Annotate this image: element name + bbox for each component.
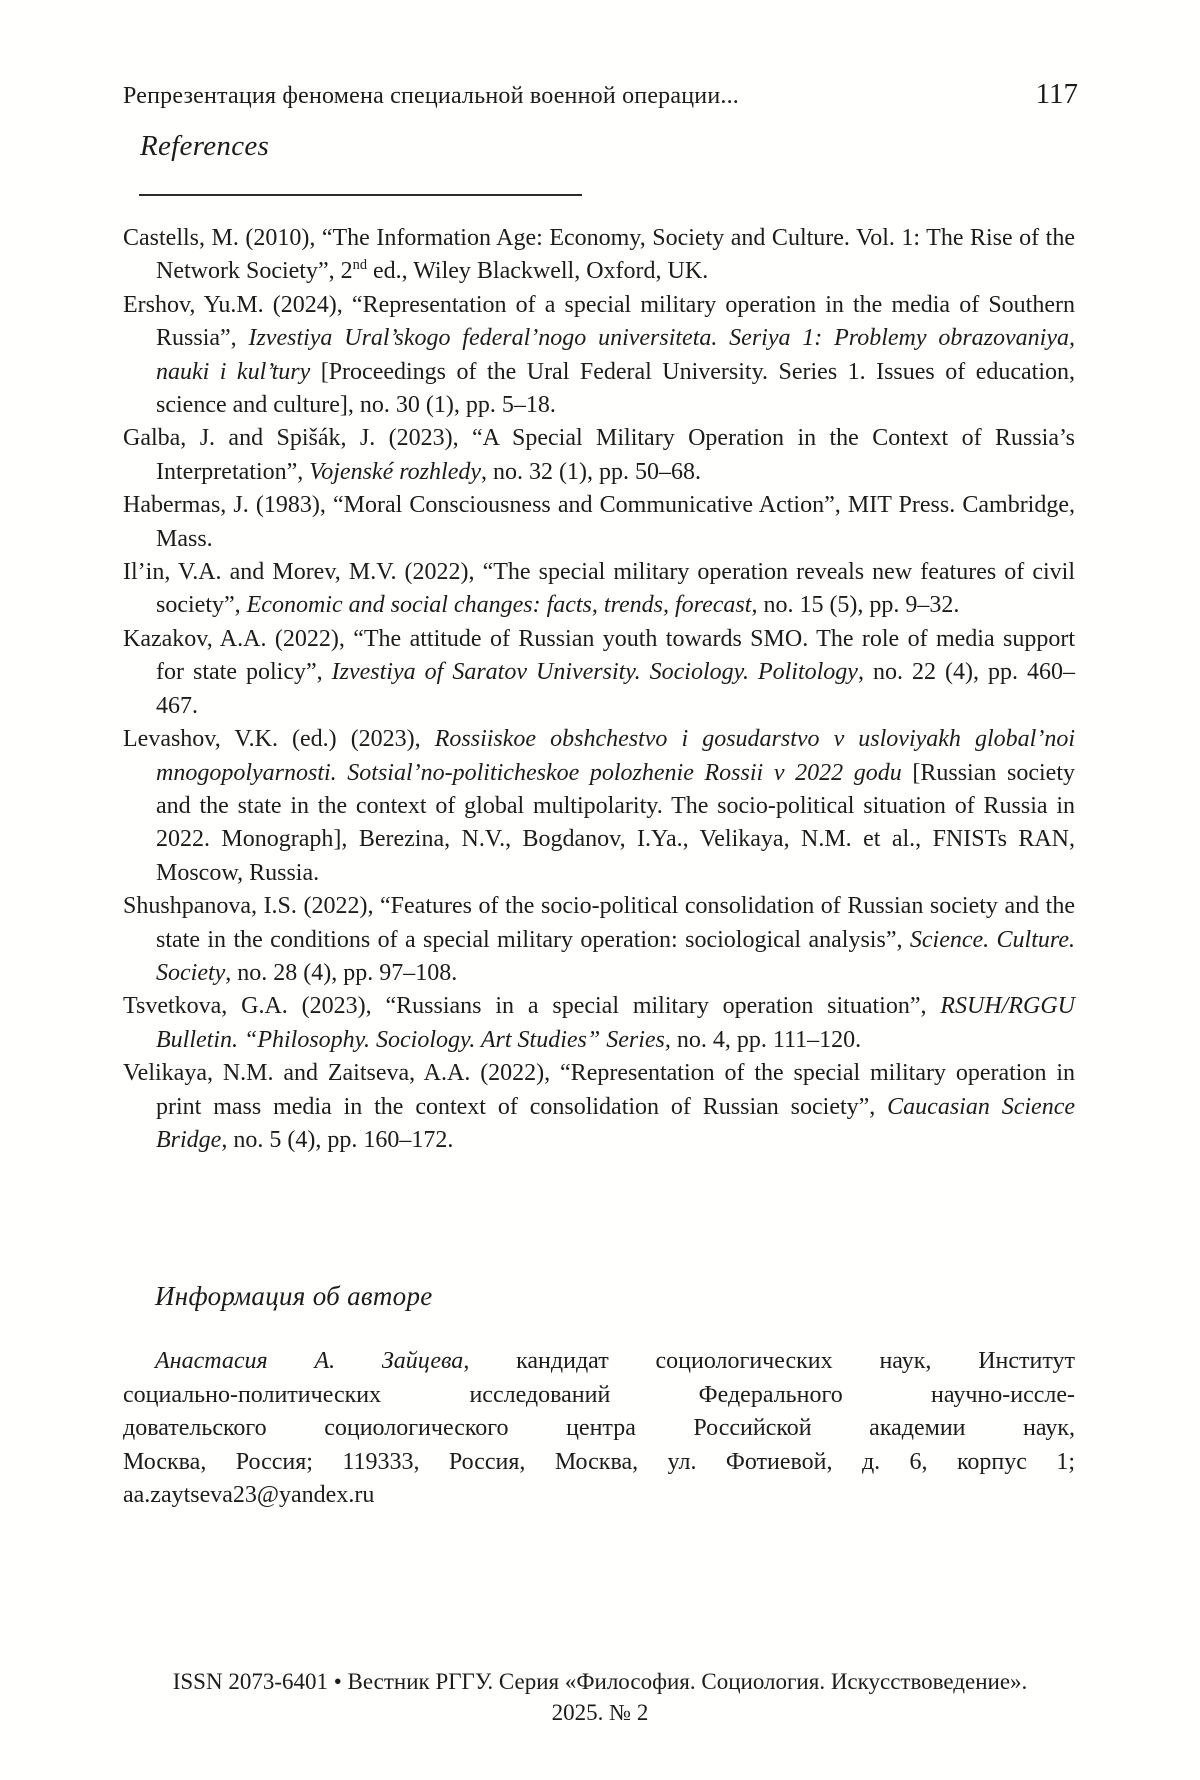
text: [Russian society and the state in the context of global multipolarity. The socio-political situation of Russia in 2022. Monograph], Berezina, N.V., Bogdanov, I.Ya., Velikaya, N.M. et al., FNISTs RAN, Moscow, Russia.: [156, 759, 1075, 886]
reference-entry: [123, 723, 1075, 890]
text: Kazakov, A.A. (2022), “The attitude of Russian youth towards SMO. The role of media support for state policy”,: [123, 625, 1075, 686]
text: Tsvetkova, G.A. (2023), “Russians in a special military operation situation”,: [123, 993, 941, 1020]
author-info-line: [123, 1479, 1075, 1513]
author-info-line: [123, 1379, 1075, 1413]
text: no. 4, pp. 111–120.: [670, 1026, 862, 1053]
italic-text: RSUH/RGGU Bulletin. “Philosophy. Sociology. Art Studies” Series,: [156, 993, 1075, 1053]
text: aa.zaytseva23@yandex.ru: [123, 1482, 375, 1508]
text: довательского социологического центра Российской академии наук,: [123, 1415, 1075, 1441]
text: Galba, J. and Spišák, J. (2023), “A Special Military Operation in the Context of Russia’s Interpretation”,: [123, 425, 1075, 485]
text: Habermas, J. (1983), “Moral Consciousness and Communicative Action”, MIT Press. Cambridge, Mass.: [123, 492, 1075, 552]
page-number: 117: [1035, 78, 1078, 110]
text: Castells, M. (2010), “The Information Age: Economy, Society and Culture. Vol. 1: The Rise of the Network Society”, 2: [123, 225, 1075, 285]
author-info-paragraph: [123, 1345, 1075, 1513]
text: Shushpanova, I.S. (2022), “Features of the socio-political consolidation of Russian society and the state in the conditions of a special military operation: sociological analysis”,: [123, 893, 1075, 953]
text: Velikaya, N.M. and Zaitseva, A.A. (2022), “Representation of the special military operation in print mass media in the context of consolidation of Russian society”,: [123, 1060, 1075, 1120]
page-footer: [0, 1666, 1200, 1728]
text: , кандидат социологических наук, Институт: [463, 1348, 1076, 1374]
text: , no. 28 (4), pp. 97–108.: [225, 959, 458, 986]
author-info-heading: Информация об авторе: [155, 1281, 433, 1311]
text: ed., Wiley Blackwell, Oxford, UK.: [367, 258, 709, 285]
italic-text: Economic and social changes: facts, trends, forecast: [246, 592, 752, 619]
reference-entry: [123, 222, 1075, 289]
footer-issn-line: ISSN 2073-6401 • Вестник РГГУ. Серия «Философия. Социология. Искусствоведение».: [172, 1669, 1028, 1694]
text: социально-политических исследований Федерального научно-иссле-: [123, 1381, 1075, 1408]
reference-entry: [123, 890, 1075, 990]
italic-text: Izvestiya of Saratov University. Sociology. Politology: [331, 659, 858, 686]
italic-text: Rossiiskoe obshchestvo i gosudarstvo v usloviyakh global’noi mnogopolyarnosti. Sotsial’no-politicheskoe polozhenie Rossii v 2022 godu: [156, 726, 1075, 786]
references-heading-rule: [139, 194, 582, 196]
reference-entry: [123, 489, 1075, 556]
text: , no. 5 (4), pp. 160–172.: [221, 1126, 454, 1153]
reference-entry: [123, 1057, 1075, 1157]
reference-entry: [123, 623, 1075, 723]
reference-entry: [123, 556, 1075, 623]
italic-text: Science. Culture. Society: [156, 926, 1075, 986]
author-info-line: [123, 1412, 1075, 1446]
text: Levashov, V.K. (ed.) (2023),: [123, 726, 435, 753]
references-list: [123, 222, 1075, 1157]
author-info-line: [123, 1345, 1075, 1379]
text: , no. 32 (1), pp. 50–68.: [481, 458, 701, 485]
superscript-text: nd: [352, 257, 368, 274]
reference-entry: [123, 422, 1075, 489]
text: , no. 22 (4), pp. 460–467.: [156, 659, 1076, 719]
text: Ershov, Yu.M. (2024), “Representation of a special military operation in the media of Southern Russia”,: [123, 291, 1075, 352]
text: , no. 15 (5), pp. 9–32.: [751, 592, 960, 619]
running-title: Репрезентация феномена специальной военной операции...: [123, 83, 739, 109]
references-heading: References: [140, 130, 270, 162]
italic-text: Caucasian Science Bridge: [156, 1093, 1075, 1153]
italic-text: Izvestiya Ural’skogo federal’nogo universiteta. Seriya 1: Problemy obrazovaniya, nauki i kul’tury: [156, 325, 1075, 385]
reference-entry: [123, 289, 1075, 423]
text: Il’in, V.A. and Morev, M.V. (2022), “The special military operation reveals new features of civil society”,: [123, 559, 1075, 619]
text: [Proceedings of the Ural Federal University. Series 1. Issues of education, science and culture], no. 30 (1), pp. 5–18.: [156, 358, 1075, 419]
italic-text: Анастасия А. Зайцева: [155, 1348, 464, 1374]
footer-issue-line: 2025. № 2: [551, 1700, 649, 1725]
reference-entry: [123, 990, 1075, 1057]
italic-text: Vojenské rozhledy: [309, 458, 481, 485]
text: Москва, Россия; 119333, Россия, Москва, ул. Фотиевой, д. 6, корпус 1;: [123, 1448, 1075, 1475]
author-info-line: [123, 1446, 1075, 1480]
running-header: [123, 78, 1078, 111]
